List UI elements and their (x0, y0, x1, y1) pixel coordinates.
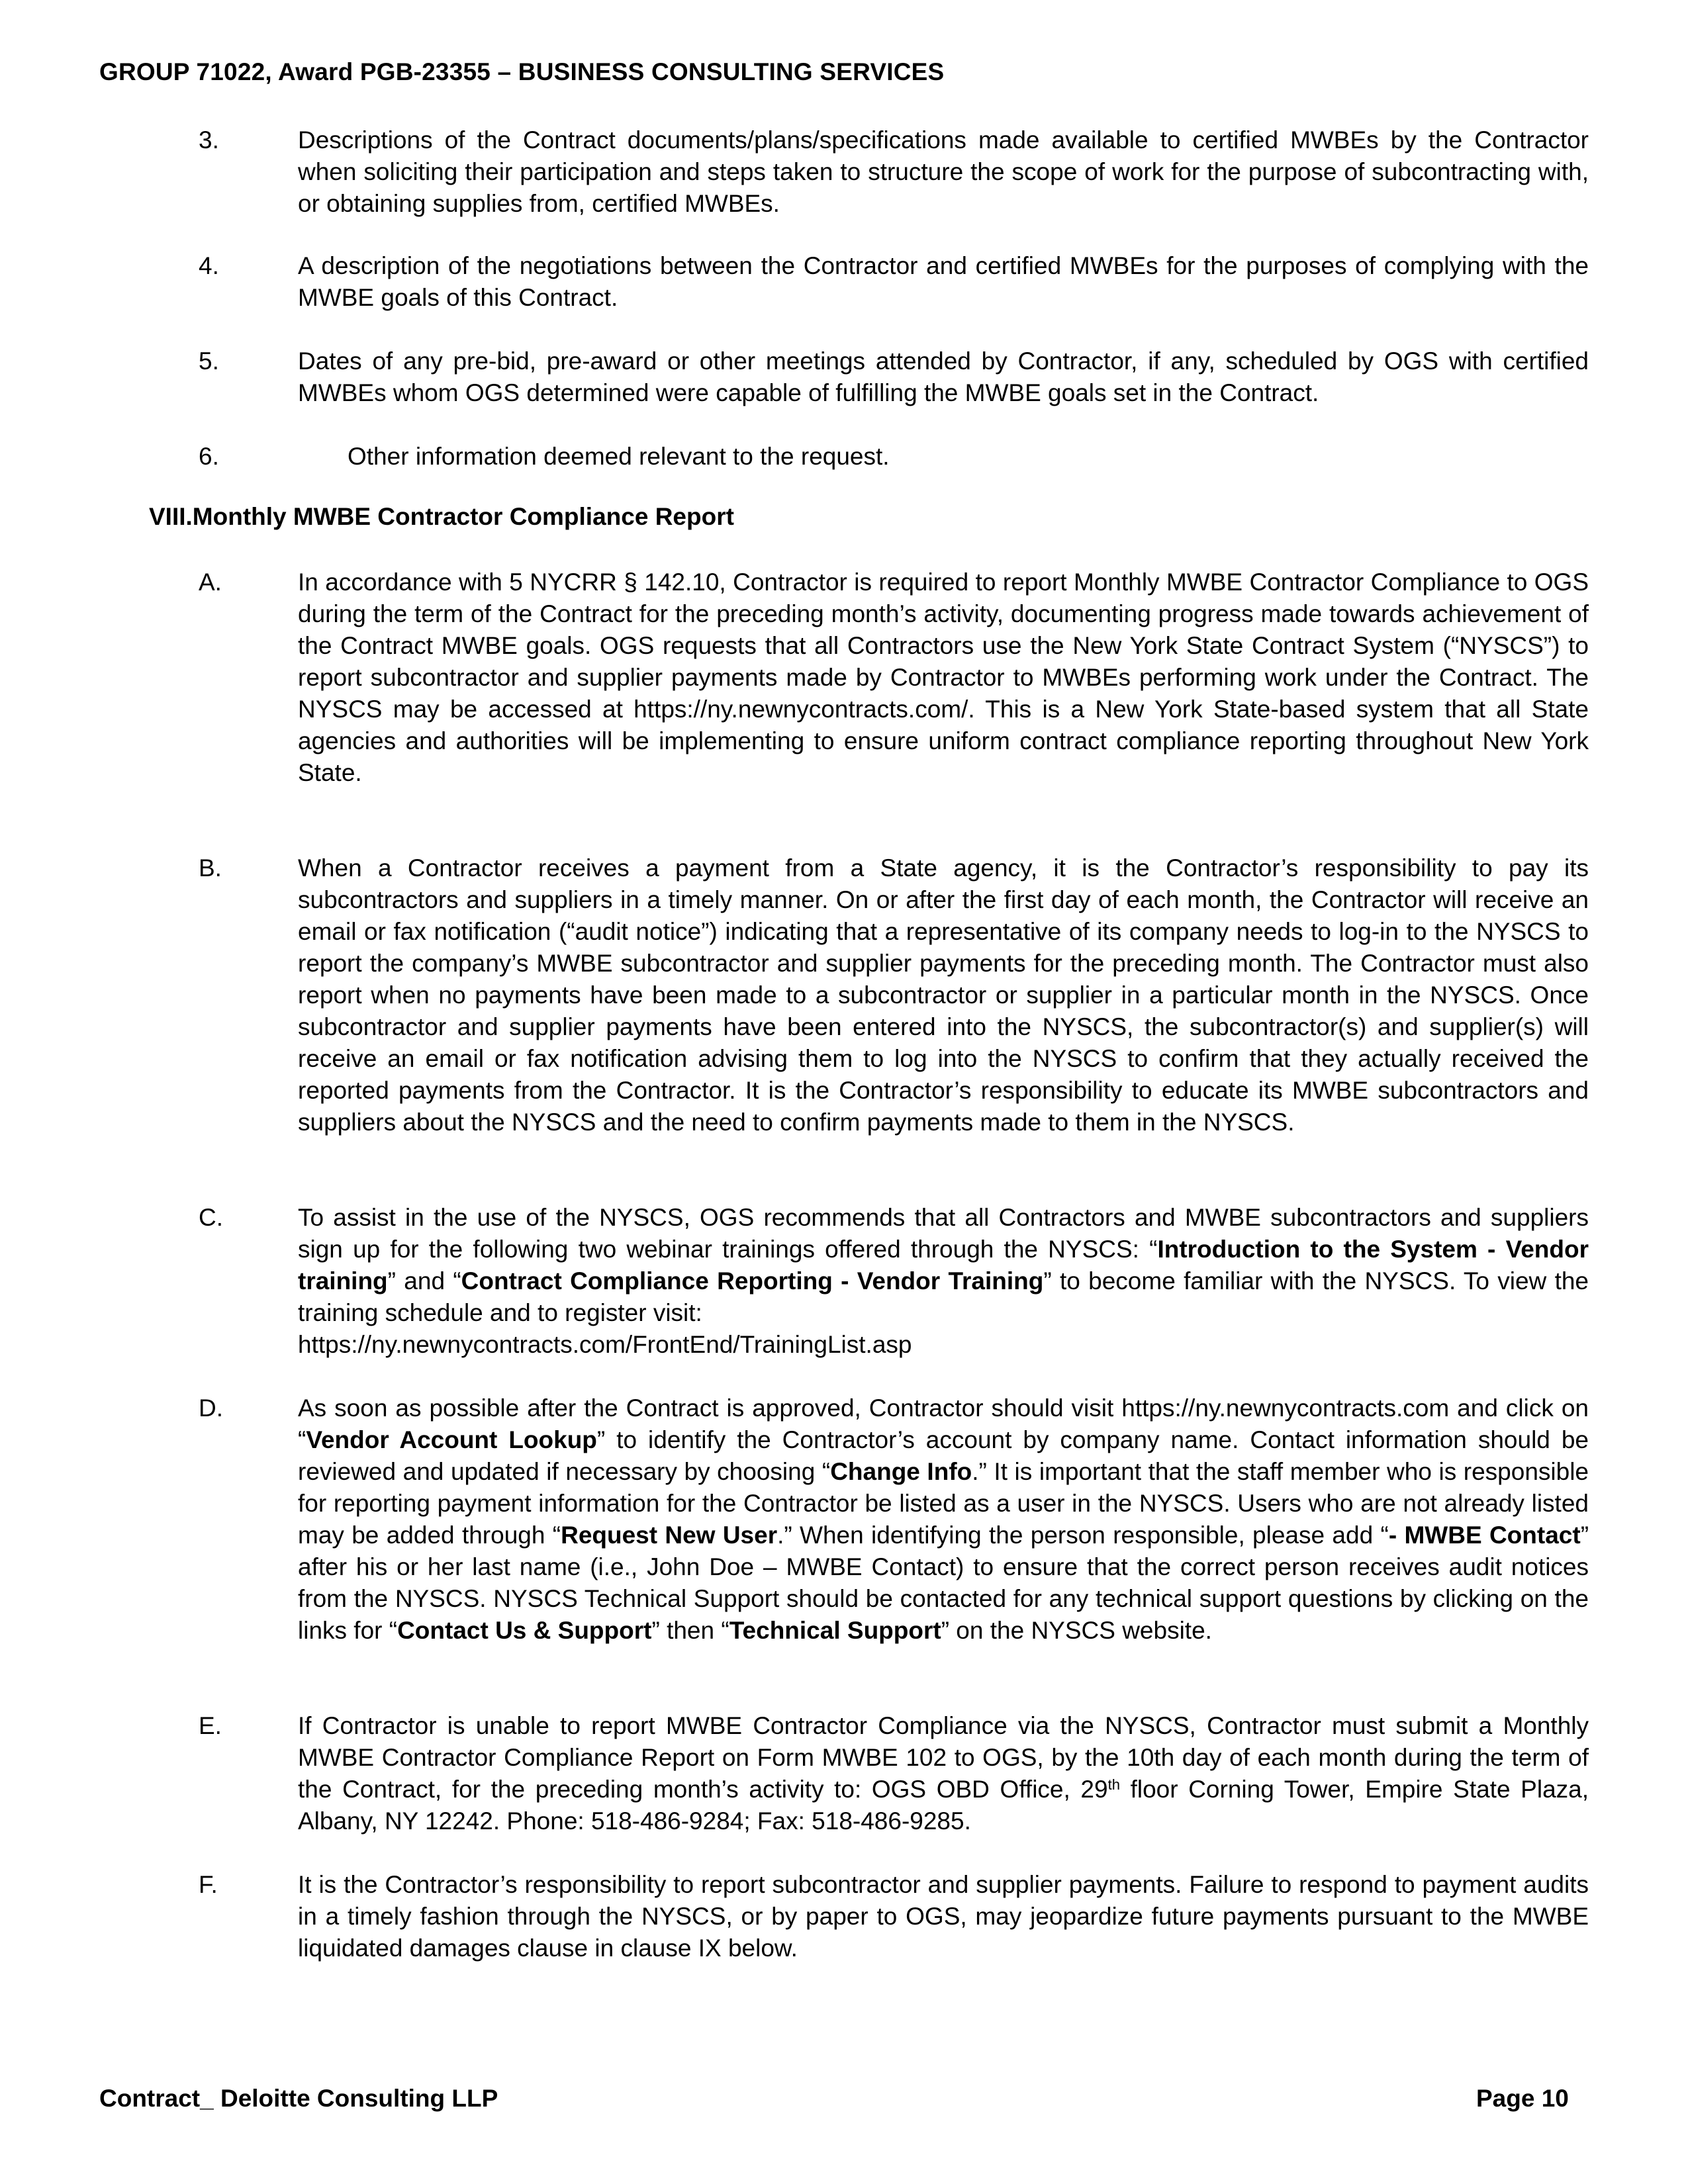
paragraph-text-run: floor Corning Tower, Empire State Plaza, Albany, NY 12242. Phone: 518-486-9284; Fax: 518-486-9285. (298, 1776, 1589, 1835)
paragraph-text-run: .” When identifying the person responsible, please add “ (777, 1522, 1389, 1549)
paragraph-letter: E. (199, 1712, 222, 1739)
contact-us-support-label: Contact Us & Support (397, 1617, 652, 1644)
mwbe-contact-label: - MWBE Contact (1388, 1522, 1581, 1549)
paragraph-text (298, 1392, 1589, 1647)
paragraph-text-run: .” It is important that the staff member who is responsible for reporting payment information for the Contractor be listed as a user in the NYSCS. Users who are not already listed may be added through “ (298, 1458, 1589, 1549)
paragraph-text: When a Contractor receives a payment from a State agency, it is the Contractor’s responsibility to pay its subcontractors and suppliers in a timely manner. On or after the first day of each month, the Contractor will receive an email or fax notification (“audit notice”) indicating that a representative of its company needs to log-in to the NYSCS to report the company’s MWBE subcontractor and supplier payments for the preceding month. The Contractor must also report when no payments have been made to a subcontractor or supplier in a particular month in the NYSCS. Once subcontractor and supplier payments have been entered into the NYSCS, the subcontractor(s) and supplier(s) will receive an email or fax notification advising them to log into the NYSCS to confirm that they actually received the reported payments from the Contractor. It is the Contractor’s responsibility to educate its MWBE subcontractors and suppliers about the NYSCS and the need to confirm payments made to them in the NYSCS. (298, 854, 1589, 1136)
page-header-title: GROUP 71022, Award PGB-23355 – BUSINESS CONSULTING SERVICES (99, 58, 945, 85)
paragraph-text-run: As soon as possible after the Contract is approved, Contractor should visit https://ny.newnycontracts.com and click on “ (298, 1394, 1589, 1453)
list-item-number: 6. (199, 443, 219, 470)
paragraph-text: It is the Contractor’s responsibility to report subcontractor and supplier payments. Failure to respond to payment audits in a timely fashion through the NYSCS, or by paper to OGS, may jeopardize future payments pursuant to the MWBE liquidated damages clause in clause IX below. (298, 1871, 1589, 1962)
list-item-text: Other information deemed relevant to the request. (348, 443, 890, 470)
paragraph-letter: B. (199, 854, 222, 882)
paragraph-text-run: ” on the NYSCS website. (941, 1617, 1212, 1644)
vendor-account-lookup-label: Vendor Account Lookup (306, 1426, 597, 1453)
section-heading: VIII.Monthly MWBE Contractor Compliance Report (149, 503, 734, 530)
paragraph-letter: C. (199, 1204, 223, 1231)
paragraph-text-run: ” and “ (387, 1267, 461, 1295)
list-item-text: A description of the negotiations between the Contractor and certified MWBEs for the purposes of complying with the MWBE goals of this Contract. (298, 252, 1589, 311)
change-info-label: Change Info (830, 1458, 972, 1485)
paragraph-letter: A. (199, 569, 222, 596)
paragraph-text-run: If Contractor is unable to report MWBE Contractor Compliance via the NYSCS, Contractor must submit a Monthly MWBE Contractor Compliance Report on Form MWBE 102 to OGS, by the 10th day of each month during the term of the Contract, for the preceding month’s activity to: OGS OBD Office, 29 (298, 1712, 1589, 1803)
paragraph-text-run: To assist in the use of the NYSCS, OGS recommends that all Contractors and MWBE subcontractors and suppliers sign up for the following two webinar trainings offered through the NYSCS: “ (298, 1204, 1589, 1263)
request-new-user-label: Request New User (561, 1522, 778, 1549)
paragraph-text-run: ” then “ (651, 1617, 729, 1644)
paragraph-text (298, 1202, 1589, 1361)
footer-page-number: Page 10 (1476, 2085, 1569, 2112)
list-item-text: Descriptions of the Contract documents/plans/specifications made available to certified MWBEs by the Contractor when soliciting their participation and steps taken to structure the scope of work for the purpose of subcontracting with, or obtaining supplies from, certified MWBEs. (298, 126, 1589, 217)
list-item-number: 3. (199, 126, 219, 154)
footer-contract-name: Contract_ Deloitte Consulting LLP (99, 2085, 498, 2112)
paragraph-text-run: ” to identify the Contractor’s account by company name. Contact information should be reviewed and updated if necessary by choosing “ (298, 1426, 1589, 1485)
training-url: https://ny.newnycontracts.com/FrontEnd/TrainingList.asp (298, 1331, 912, 1358)
paragraph-text-run: ” after his or her last name (i.e., John Doe – MWBE Contact) to ensure that the correct person receives audit notices from the NYSCS. NYSCS Technical Support should be contacted for any technical support questions by clicking on the links for “ (298, 1522, 1589, 1644)
list-item-text: Dates of any pre-bid, pre-award or other meetings attended by Contractor, if any, scheduled by OGS with certified MWBEs whom OGS determined were capable of fulfilling the MWBE goals set in the Contract. (298, 347, 1589, 406)
list-item-number: 4. (199, 252, 219, 279)
paragraph-text-run: ” to become familiar with the NYSCS. To view the training schedule and to register visit: (298, 1267, 1589, 1326)
training-name-introduction: Introduction to the System - Vendor training (298, 1236, 1589, 1295)
paragraph-letter: D. (199, 1394, 223, 1422)
paragraph-text (298, 1710, 1589, 1837)
paragraph-letter: F. (199, 1871, 218, 1898)
list-item-number: 5. (199, 347, 219, 375)
technical-support-label: Technical Support (729, 1617, 941, 1644)
training-name-compliance: Contract Compliance Reporting - Vendor Training (461, 1267, 1044, 1295)
paragraph-text: In accordance with 5 NYCRR § 142.10, Contractor is required to report Monthly MWBE Contractor Compliance to OGS during the term of the Contract for the preceding month’s activity, documenting progress made towards achievement of the Contract MWBE goals. OGS requests that all Contractors use the New York State Contract System (“NYSCS”) to report subcontractor and supplier payments made by Contractor to MWBEs performing work under the Contract. The NYSCS may be accessed at https://ny.newnycontracts.com/. This is a New York State-based system that all State agencies and authorities will be implementing to ensure uniform contract compliance reporting throughout New York State. (298, 569, 1589, 786)
ordinal-superscript: th (1107, 1776, 1120, 1793)
